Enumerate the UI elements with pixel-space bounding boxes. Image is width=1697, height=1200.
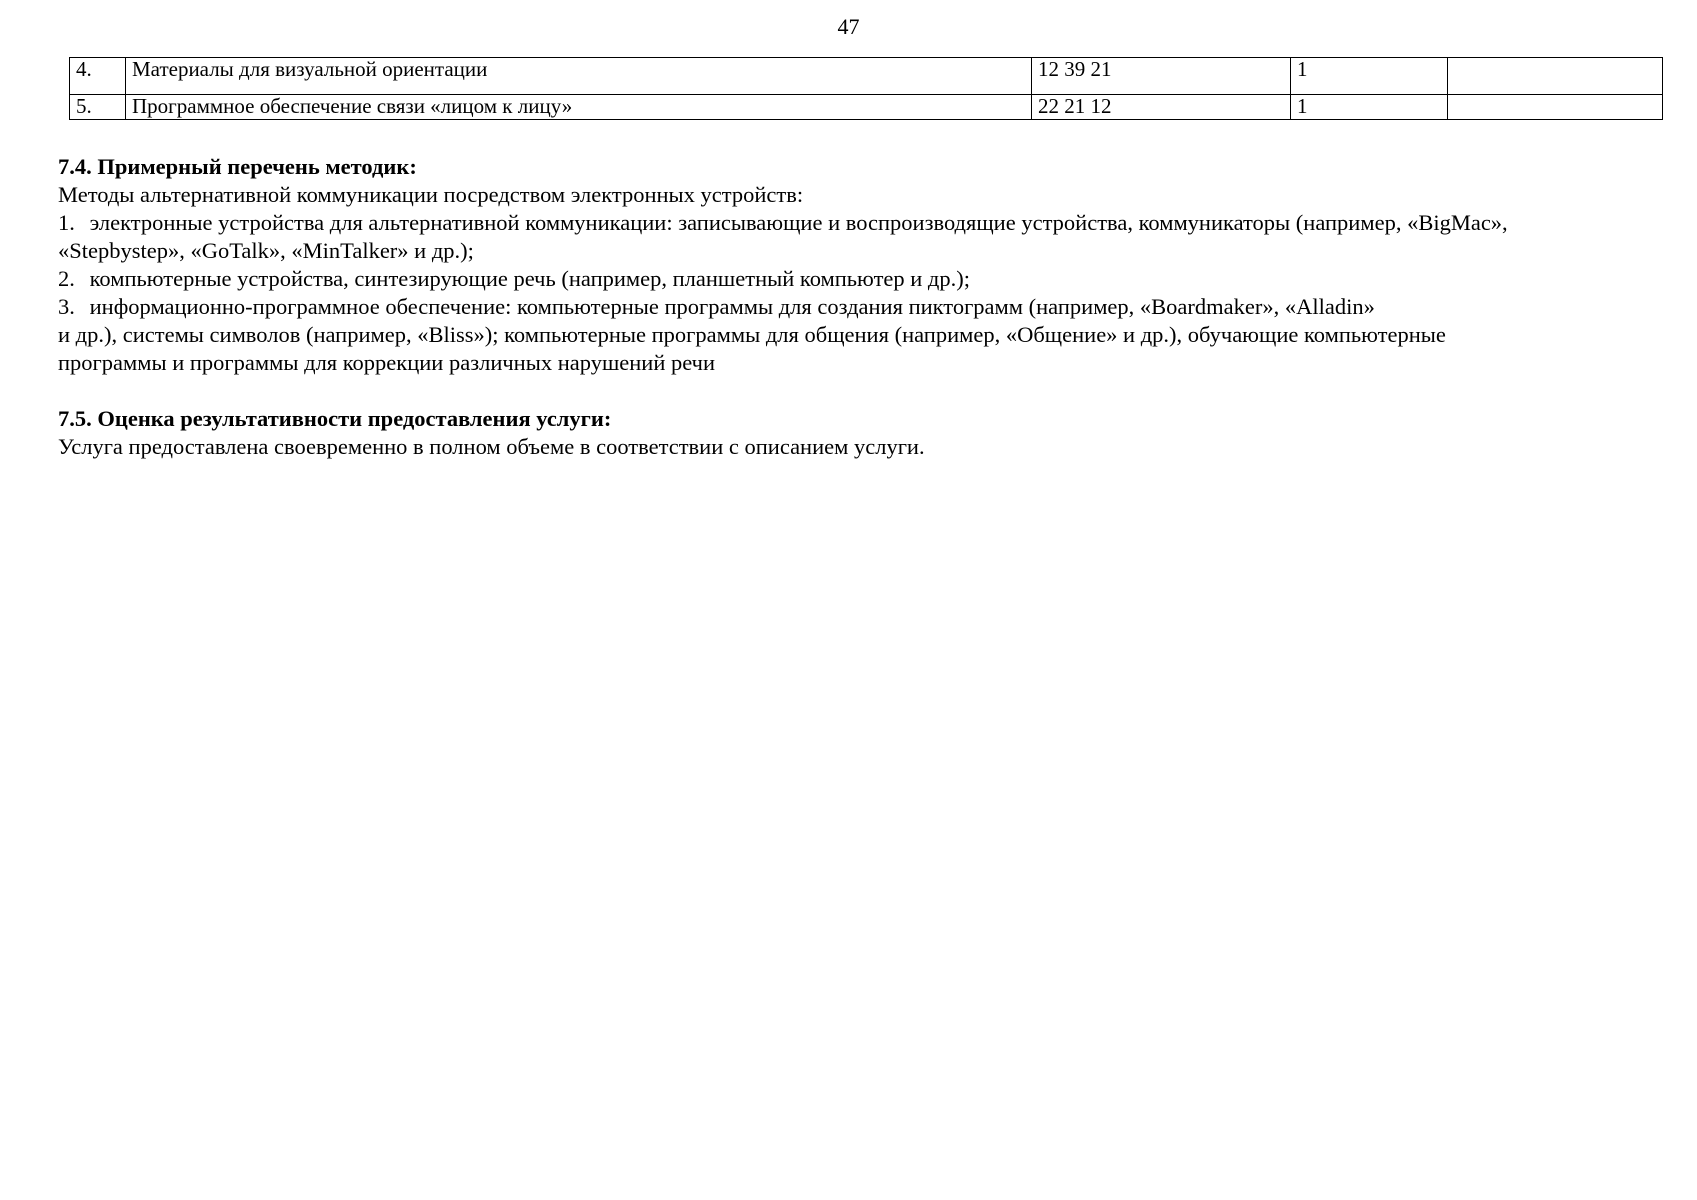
section-spacer bbox=[58, 377, 1668, 405]
list-item bbox=[58, 265, 1668, 293]
list-item-number: 3. bbox=[58, 294, 75, 319]
list-item-text: электронные устройства для альтернативной коммуникации: записывающие и воспроизводящие устройства, коммуникаторы (например, «BigMac», bbox=[89, 210, 1508, 235]
section-7-4-intro: Методы альтернативной коммуникации посредством электронных устройств: bbox=[58, 182, 804, 207]
item-code-cell: 12 39 21 bbox=[1032, 58, 1291, 95]
row-number-cell: 4. bbox=[70, 58, 126, 95]
section-7-5-title: 7.5. Оценка результативности предоставления услуги: bbox=[58, 406, 612, 431]
page-number: 47 bbox=[837, 14, 860, 39]
row-number-cell: 5. bbox=[70, 95, 126, 120]
table-row bbox=[70, 58, 1663, 95]
list-item-continuation: «Stepbystep», «GoTalk», «MinTalker» и др.); bbox=[58, 238, 474, 263]
list-item-number: 2. bbox=[58, 266, 75, 291]
item-name-cell: Материалы для визуальной ориентации bbox=[126, 58, 1032, 95]
list-item-text: компьютерные устройства, синтезирующие речь (например, планшетный компьютер и др.); bbox=[89, 266, 970, 291]
equipment-table bbox=[69, 57, 1663, 120]
item-name-cell: Программное обеспечение связи «лицом к лицу» bbox=[126, 95, 1032, 120]
document-body bbox=[58, 153, 1668, 461]
equipment-table-container bbox=[69, 57, 1663, 120]
list-item bbox=[58, 293, 1668, 321]
item-code-cell: 22 21 12 bbox=[1032, 95, 1291, 120]
list-item-text: информационно-программное обеспечение: компьютерные программы для создания пиктограмм (например, «Boardmaker», «Alladin» bbox=[89, 294, 1375, 319]
item-extra-cell bbox=[1448, 95, 1663, 120]
item-extra-cell bbox=[1448, 58, 1663, 95]
item-quantity-cell: 1 bbox=[1291, 95, 1448, 120]
section-7-5-text: Услуга предоставлена своевременно в полном объеме в соответствии с описанием услуги. bbox=[58, 434, 925, 459]
item-quantity-cell: 1 bbox=[1291, 58, 1448, 95]
table-row bbox=[70, 95, 1663, 120]
list-item-continuation: программы и программы для коррекции различных нарушений речи bbox=[58, 350, 716, 375]
list-item-continuation: и др.), системы символов (например, «Bliss»); компьютерные программы для общения (например, «Общение» и др.), обучающие компьютерные bbox=[58, 322, 1446, 347]
list-item bbox=[58, 209, 1668, 237]
section-7-4-title: 7.4. Примерный перечень методик: bbox=[58, 154, 417, 179]
list-item-number: 1. bbox=[58, 210, 75, 235]
